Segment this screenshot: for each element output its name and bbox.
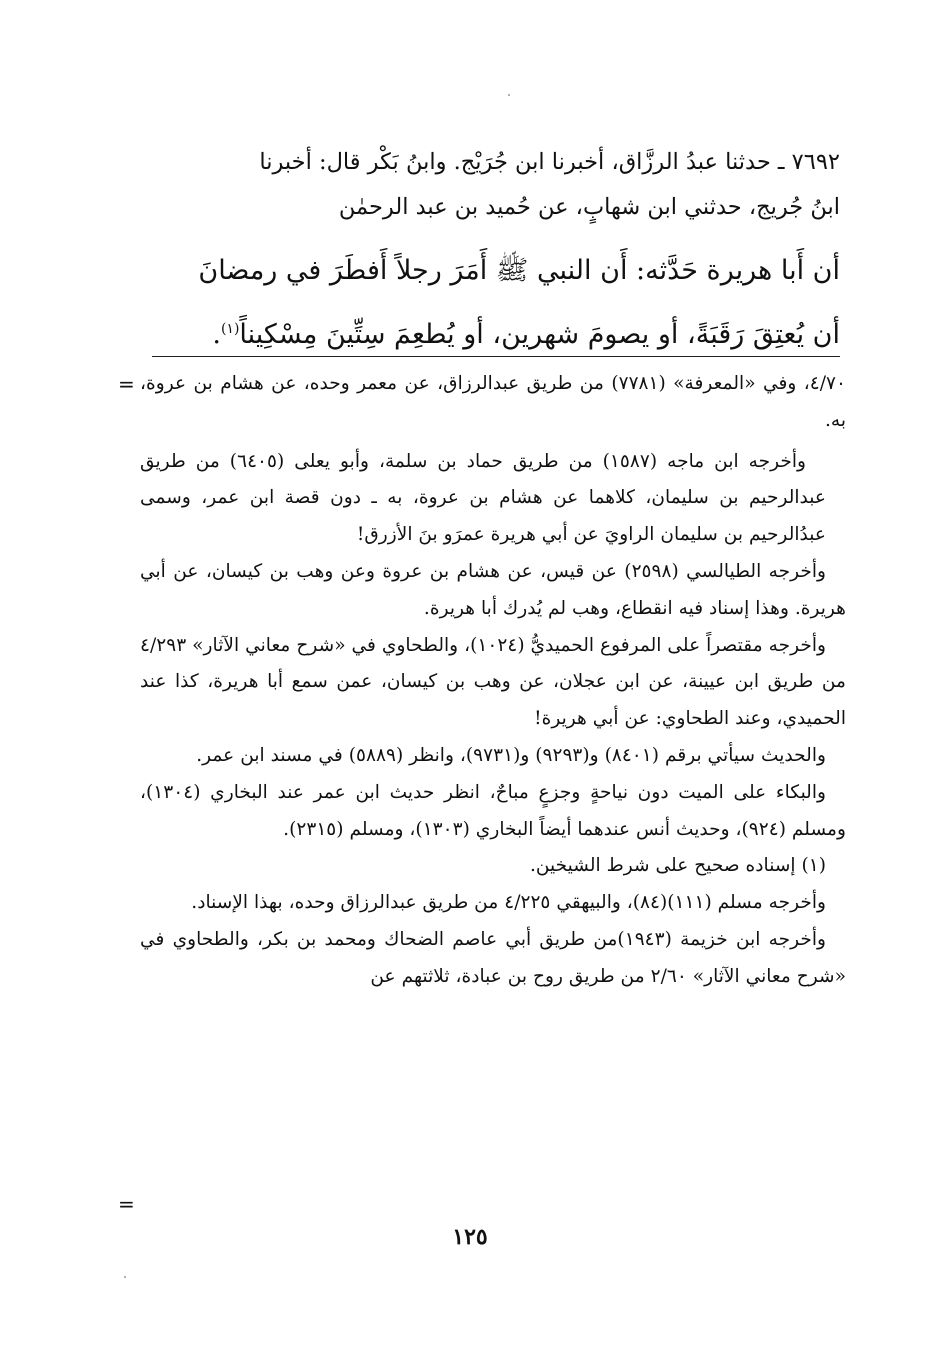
- continuation-mark-bottom: =: [118, 1192, 135, 1216]
- footnote-paragraph: وأخرجه الطيالسي (٢٥٩٨) عن قيس، عن هشام بن عروة وعن وهب بن كيسان، عن أبي هريرة. وهذا إسناد فيه انقطاع، وهب لم يُدرك أبا هريرة.: [140, 560, 846, 619]
- matn-text: أن يُعتِقَ رَقَبَةً، أو يصومَ شهرين، أو يُطعِمَ سِتِّينَ مِسْكِيناً: [239, 319, 840, 350]
- footnote-paragraph: (١) إسناده صحيح على شرط الشيخين.: [529, 855, 826, 877]
- page-number: ١٢٥: [452, 1224, 488, 1250]
- footnote-paragraph: وأخرجه مقتصراً على المرفوع الحميديُّ (١٠٢٤)، والطحاوي في «شرح معاني الآثار» ٤/٢٩٣ من طريق ابن عيينة، عن ابن عجلان، عن وهب بن كيسان، عمن سمع أبا هريرة، كذا عند الحميدي، وعند الطحاوي: عن أبي هريرة!: [140, 634, 846, 730]
- hadith-matn: [140, 242, 840, 364]
- footnote-paragraph: والبكاء على الميت دون نياحةٍ وجزعٍ مباحٌ، انظر حديث ابن عمر عند البخاري (١٣٠٤)، ومسلم (٩٢٤)، وحديث أنس عندهما أيضاً البخاري (١٣٠٣)، ومسلم (٢٣١٥).: [140, 781, 846, 840]
- footnote-paragraph: وأخرجه مسلم (١١١)(٨٤)، والبيهقي ٤/٢٢٥ من طريق عبدالرزاق وحده، بهذا الإسناد.: [191, 892, 826, 914]
- scan-speck: [124, 1276, 126, 1278]
- footnote-paragraph: والحديث سيأتي برقم (٨٤٠١) و(٩٢٩٣) و(٩٧٣١)، وانظر (٥٨٨٩) في مسند ابن عمر.: [196, 744, 826, 766]
- hadith-isnad: [140, 140, 840, 230]
- matn-end: .: [212, 319, 221, 350]
- continuation-mark-top: =: [118, 372, 135, 396]
- footnote-separator: [152, 356, 840, 357]
- isnad-line: ٧٦٩٢ ـ حدثنا عبدُ الرزَّاق، أخبرنا ابن جُرَيْج. وابنُ بَكْر قال: أخبرنا: [259, 149, 840, 175]
- footnote-paragraph: وأخرجه ابن خزيمة (١٩٤٣)من طريق أبي عاصم الضحاك ومحمد بن بكر، والطحاوي في «شرح معاني الآثار» ٢/٦٠ من طريق روح بن عبادة، ثلاثتهم عن: [140, 928, 846, 987]
- footnote-reference[interactable]: (١): [220, 321, 240, 337]
- scan-speck: [508, 94, 510, 96]
- matn-line: [140, 300, 840, 364]
- isnad-line: ابنُ جُريج، حدثني ابن شهابٍ، عن حُميد بن عبد الرحمٰن: [338, 194, 840, 220]
- footnote-paragraph: وأخرجه ابن ماجه (١٥٨٧) من طريق حماد بن سلمة، وأبو يعلى (٦٤٠٥) من طريق عبدالرحيم بن سليمان، كلاهما عن هشام بن عروة، به ـ دون قصة ابن عمر، وسمى عبدُالرحيم بن سليمان الراويَ عن أبي هريرة عمرَو بنَ الأزرق!: [140, 450, 826, 546]
- matn-line: أن أَبا هريرة حَدَّثه: أَن النبي ﷺ أَمَرَ رجلاً أَفطَرَ في رمضانَ: [198, 255, 840, 286]
- footnote-paragraph: ٤/٧٠، وفي «المعرفة» (٧٧٨١) من طريق عبدالرزاق، عن معمر وحده، عن هشام بن عروة، به.: [140, 373, 846, 431]
- footnotes: [140, 366, 846, 996]
